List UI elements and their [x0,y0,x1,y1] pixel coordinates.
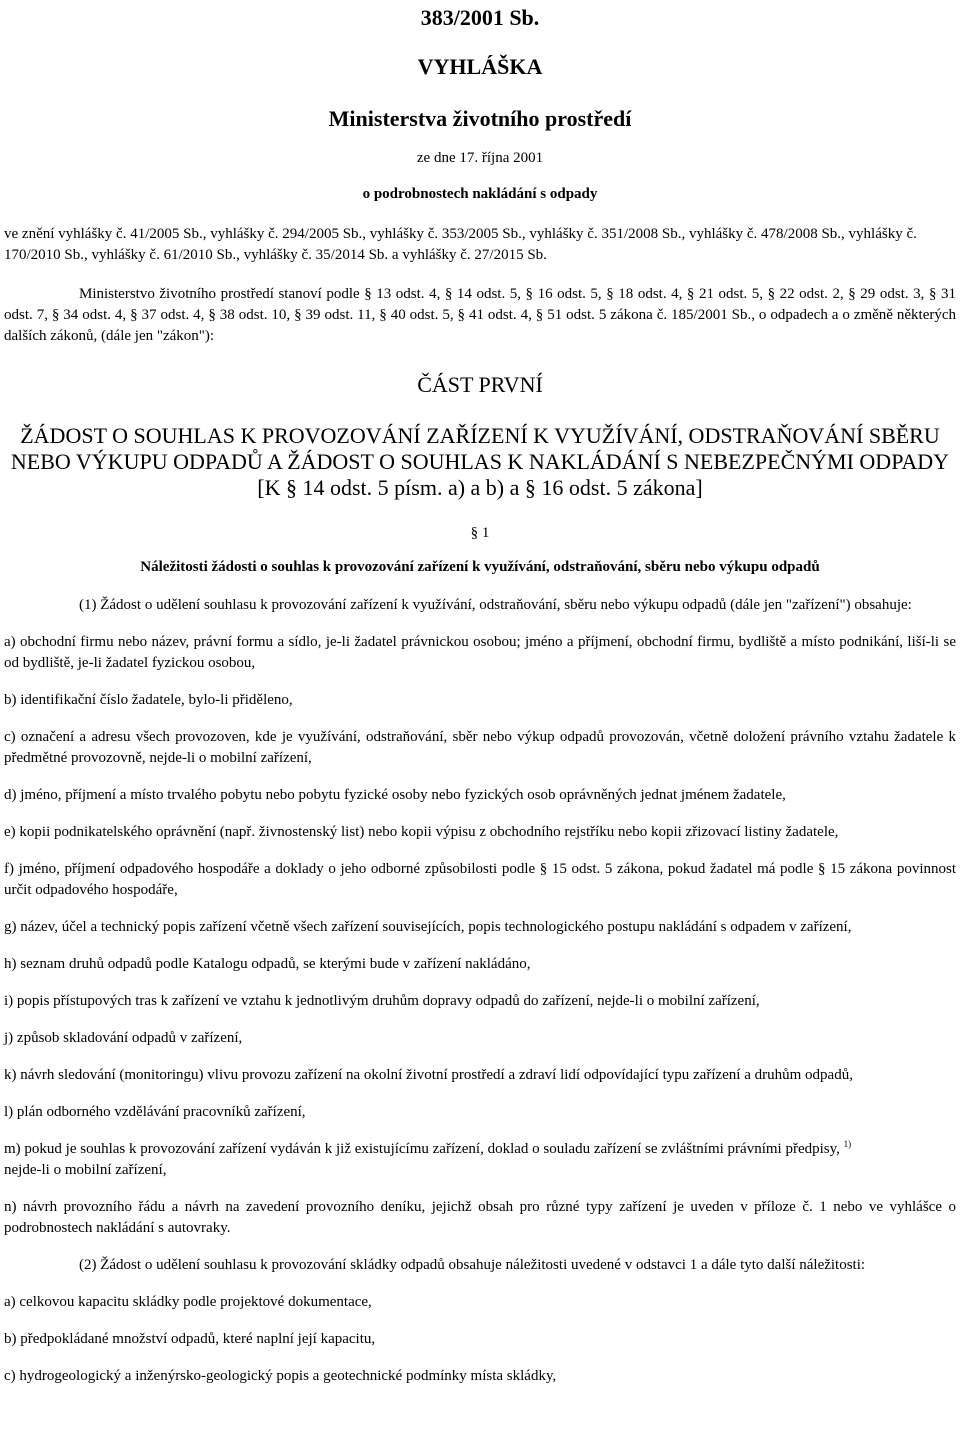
section-title: Náležitosti žádosti o souhlas k provozování zařízení k využívání, odstraňování, sběru nebo výkupu odpadů [140,559,820,575]
paragraph-2-items [4,1292,956,1387]
list-item: d) jméno, příjmení a místo trvalého pobytu nebo pobytu fyzické osoby nebo fyzických osob oprávněných jednat jménem žadatele, [4,787,786,803]
issue-date: ze dne 17. října 2001 [416,150,544,166]
list-item: j) způsob skladování odpadů v zařízení, [4,1030,243,1046]
list-item: b) identifikační číslo žadatele, bylo-li přiděleno, [4,692,293,708]
list-item-continuation: nejde-li o mobilní zařízení, [4,1162,167,1178]
list-item: b) předpokládané množství odpadů, které naplní její kapacitu, [4,1331,376,1347]
list-item: l) plán odborného vzdělávání pracovníků zařízení, [4,1104,306,1120]
paragraph-2: (2) Žádost o udělení souhlasu k provozování skládky odpadů obsahuje náležitosti uvedené v odstavci 1 a dále tyto další náležitosti: [79,1257,866,1273]
amendments-note: ve znění vyhlášky č. 41/2005 Sb., vyhlášky č. 294/2005 Sb., vyhlášky č. 353/2005 Sb., vyhlášky č. 351/2008 Sb., vyhlášky č. 478/2008 Sb., vyhlášky č. 170/2010 Sb., vyhlášky č. 61/2010 Sb., vyhlášky č. 35/2014 Sb. a vyhlášky č. 27/2015 Sb. [4,226,917,263]
part-heading: ŽÁDOST O SOUHLAS K PROVOZOVÁNÍ ZAŘÍZENÍ K VYUŽÍVÁNÍ, ODSTRAŇOVÁNÍ SBĚRU NEBO VÝKUPU ODPADŮ A ŽÁDOST O SOUHLAS K NAKLÁDÁNÍ S NEBEZPEČNÝMI ODPADY [K § 14 odst. 5 písm. a) a b) a § 16 odst. 5 zákona] [10,423,950,500]
document-number: 383/2001 Sb. [420,5,540,30]
list-item: e) kopii podnikatelského oprávnění (např. živnostenský list) nebo kopii výpisu z obchodního rejstříku nebo kopii zřizovací listiny žadatele, [4,824,839,840]
list-item: c) označení a adresu všech provozoven, kde je využívání, odstraňování, sběr nebo výkup odpadů provozován, včetně doložení právního vztahu žadatele k předmětné provozovně, nejde-li o mobilní zařízení, [4,729,956,766]
part-title: ČÁST PRVNÍ [417,372,543,397]
document-subject: o podrobnostech nakládání s odpady [362,186,598,202]
list-item: c) hydrogeologický a inženýrsko-geologický popis a geotechnické podmínky místa skládky, [4,1368,557,1384]
list-item: a) celkovou kapacitu skládky podle projektové dokumentace, [4,1294,372,1310]
introductory-clause: Ministerstvo životního prostředí stanoví podle § 13 odst. 4, § 14 odst. 5, § 16 odst. 5, § 18 odst. 4, § 21 odst. 5, § 22 odst. 2, § 29 odst. 3, § 31 odst. 7, § 34 odst. 4, § 37 odst. 4, § 38 odst. 10, § 39 odst. 11, § 40 odst. 5, § 41 odst. 4, § 51 odst. 5 zákona č. 185/2001 Sb., o odpadech a o změně některých dalších zákonů, (dále jen "zákon"): [4,286,956,344]
list-item: f) jméno, příjmení odpadového hospodáře a doklady o jeho odborné způsobilosti podle § 15 odst. 5 zákona, pokud žadatel má podle § 15 zákona povinnost určit odpadového hospodáře, [4,861,956,898]
list-item: h) seznam druhů odpadů podle Katalogu odpadů, se kterými bude v zařízení nakládáno, [4,956,531,972]
issuing-ministry: Ministerstva životního prostředí [328,106,632,131]
list-item: i) popis přístupových tras k zařízení ve vztahu k jednotlivým druhům dopravy odpadů do zařízení, nejde-li o mobilní zařízení, [4,993,760,1009]
footnote-reference[interactable]: 1) [843,1139,852,1149]
list-item-text: m) pokud je souhlas k provozování zařízení vydáván k již existujícímu zařízení, doklad o souladu zařízení se zvláštními právními předpisy, [4,1141,840,1157]
paragraph-1: (1) Žádost o udělení souhlasu k provozování zařízení k využívání, odstraňování, sběru nebo výkupu odpadů (dále jen "zařízení") obsahuje: [79,597,912,613]
list-item: k) návrh sledování (monitoringu) vlivu provozu zařízení na okolní životní prostředí a zdraví lidí odpovídající typu zařízení a druhům odpadů, [4,1067,853,1083]
list-item: g) název, účel a technický popis zařízení včetně všech zařízení souvisejících, popis technologického postupu nakládání s odpadem v zařízení, [4,919,852,935]
list-item [4,1139,956,1181]
list-item: n) návrh provozního řádu a návrh na zavedení provozního deníku, jejichž obsah pro různé typy zařízení je uveden v příloze č. 1 nebo ve vyhlášce o podrobnostech nakládání s autovraky. [4,1199,956,1236]
list-item: a) obchodní firmu nebo název, právní formu a sídlo, je-li žadatel právnickou osobou; jméno a příjmení, obchodní firmu, bydliště a místo podnikání, liší-li se od bydliště, je-li žadatel fyzickou osobou, [4,634,956,671]
paragraph-1-items [4,632,956,1239]
section-sign: § 1 [470,525,490,541]
document-type: VYHLÁŠKA [417,54,543,79]
